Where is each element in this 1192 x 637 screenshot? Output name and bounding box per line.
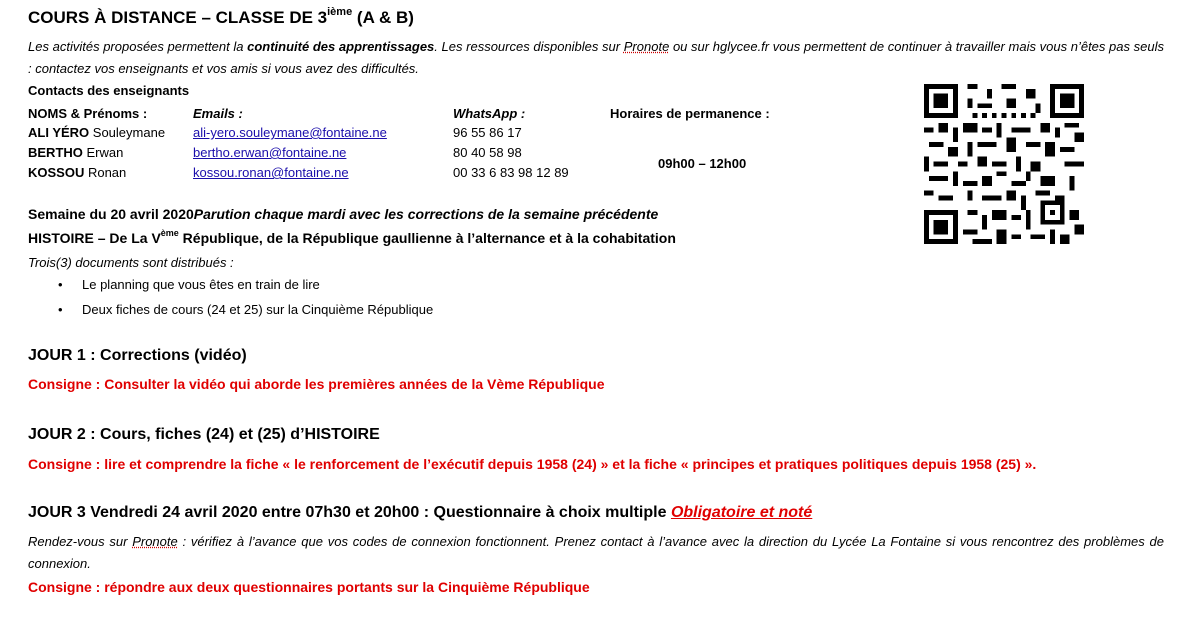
contact-name: KOSSOU Ronan — [28, 165, 127, 180]
contact-email-link[interactable]: ali-yero.souleymane@fontaine.ne — [193, 125, 387, 140]
pronote-word: Pronote — [132, 534, 178, 549]
hours-value: 09h00 – 12h00 — [658, 156, 747, 171]
contacts-heading: Contacts des enseignants — [28, 83, 190, 98]
day-2-consigne: Consigne : lire et comprendre la fiche « le renforcement de l’exécutif depuis 1958 (24) » et la fiche « principes et pratiques politiques depuis 1958 (25) ». — [28, 456, 1037, 472]
names-column-header: NOMS & Prénoms : — [28, 106, 148, 121]
contact-email-link[interactable]: bertho.erwan@fontaine.ne — [193, 145, 347, 160]
hours-column-header: Horaires de permanence : — [610, 106, 770, 121]
contact-email-link[interactable]: kossou.ronan@fontaine.ne — [193, 165, 349, 180]
list-item: • Le planning que vous êtes en train de lire — [58, 277, 320, 292]
pronote-word: Pronote — [623, 39, 670, 54]
documents-intro: Trois(3) documents sont distribués : — [28, 255, 234, 270]
qr-code-icon — [924, 84, 1084, 244]
day-3-consigne: Consigne : répondre aux deux questionnaires portants sur la Cinquième République — [28, 579, 590, 595]
contact-phone: 96 55 86 17 — [453, 125, 522, 140]
mandatory-note: Obligatoire et noté — [670, 504, 813, 521]
contact-name: ALI YÉRO Souleymane — [28, 125, 166, 140]
list-item: • Deux fiches de cours (24 et 25) sur la Cinquième République — [58, 302, 434, 317]
emails-column-header: Emails : — [193, 106, 243, 121]
day-3-note: Rendez-vous sur Pronote : vérifiez à l’avance que vos codes de connexion fonctionnent. Prenez contact à l’avance avec la direction du Lycée La Fontaine si vous rencontrez des problèmes de connexion. — [28, 534, 1164, 571]
whatsapp-column-header: WhatsApp : — [453, 106, 526, 121]
intro-paragraph: Les activités proposées permettent la continuité des apprentissages. Les ressources disponibles sur Pronote ou sur hglycee.fr vous permettent de continuer à travailler mais vous n’êtes pas seuls : contactez vos enseignants et vos amis si vous avez des difficultés. — [28, 39, 1165, 76]
day-1-consigne: Consigne : Consulter la vidéo qui aborde les premières années de la Vème République — [28, 376, 605, 392]
week-line: Semaine du 20 avril 2020Parution chaque mardi avec les corrections de la semaine précédente — [28, 206, 659, 222]
contact-phone: 80 40 58 98 — [453, 145, 522, 160]
contact-name: BERTHO Erwan — [28, 145, 124, 160]
page-title: COURS À DISTANCE – CLASSE DE 3ième (A & B) — [28, 6, 414, 27]
history-heading: HISTOIRE – De La Vème République, de la République gaullienne à l’alternance et à la cohabitation — [28, 228, 676, 246]
day-2-title: JOUR 2 : Cours, fiches (24) et (25) d’HISTOIRE — [28, 426, 380, 443]
contact-phone: 00 33 6 83 98 12 89 — [453, 165, 569, 180]
day-1-title: JOUR 1 : Corrections (vidéo) — [28, 347, 247, 364]
day-3-title: JOUR 3 Vendredi 24 avril 2020 entre 07h30 et 20h00 : Questionnaire à choix multiple Obligatoire et noté — [28, 504, 813, 521]
